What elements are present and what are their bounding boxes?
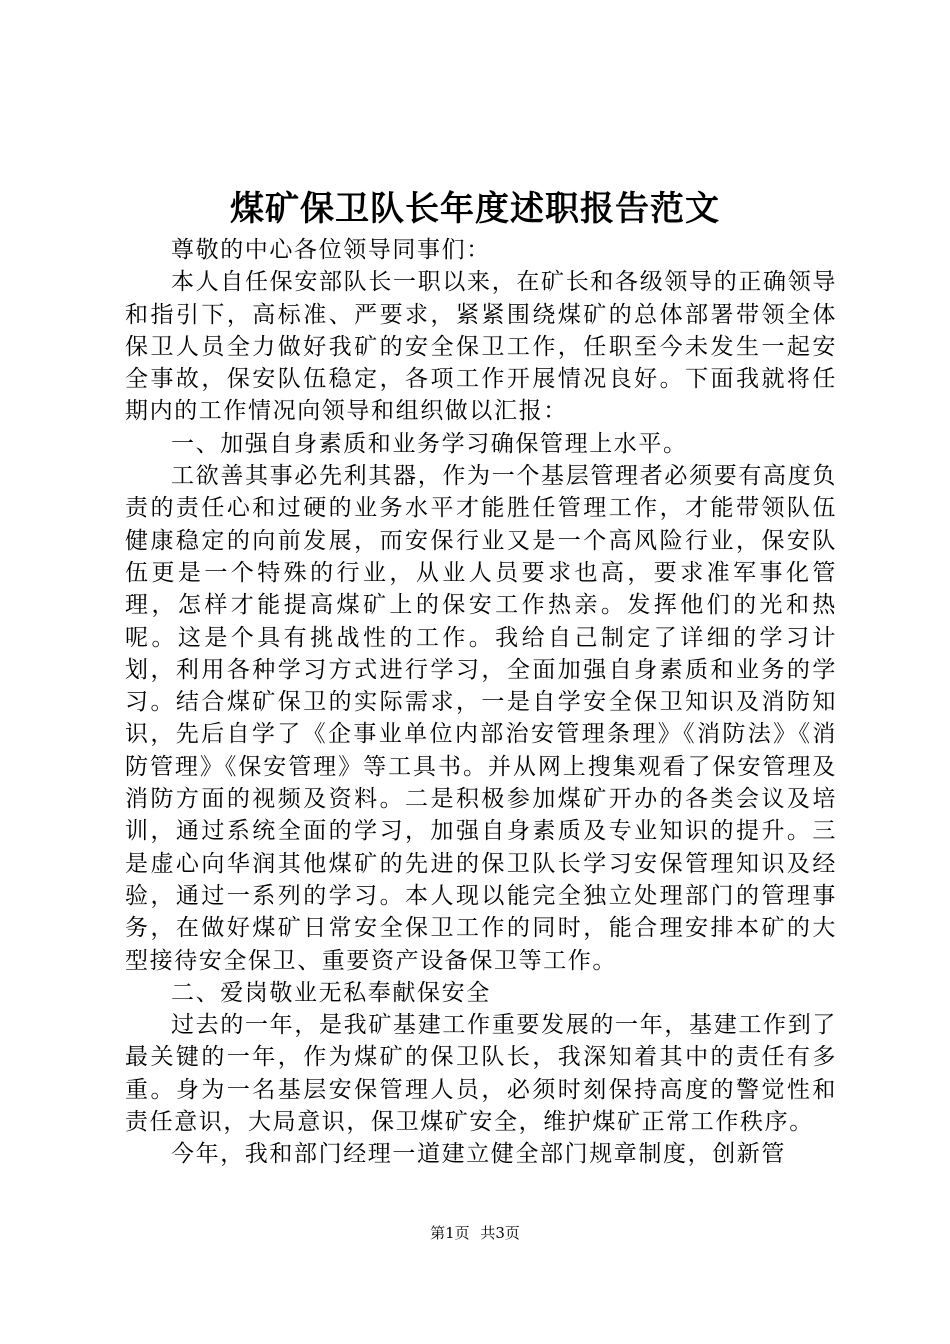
paragraph-continued: 今年，我和部门经理一道建立健全部门规章制度，创新管 [171, 1141, 786, 1168]
page-number: 第1页 [430, 1224, 470, 1242]
section-heading-1: 一、加强自身素质和业务学习确保管理上水平。 [171, 430, 688, 457]
section-heading-2: 二、爱岗敬业无私奉献保安全 [171, 979, 491, 1006]
paragraph-intro: 本人自任保安部队长一职以来，在矿长和各级领导的正确领导和指引下，高标准、严要求，紧紧围绕煤矿的总体部署带领全体保卫人员全力做好我矿的安全保卫工作，任职至今未发生一起安全事故，保安队伍稳定，各项工作开展情况良好。下面我就将任期内的工作情况向领导和组织做以汇报： [125, 269, 837, 425]
page-total: 共3页 [480, 1224, 520, 1242]
page-footer [0, 1222, 950, 1244]
paragraph-section-1: 工欲善其事必先利其器，作为一个基层管理者必须要有高度负责的责任心和过硬的业务水平才能胜任管理工作，才能带领队伍健康稳定的向前发展，而安保行业又是一个高风险行业，保安队伍更是一个特殊的行业，从业人员要求也高，要求准军事化管理，怎样才能提高煤矿上的保安工作热亲。发挥他们的光和热呢。这是个具有挑战性的工作。我给自己制定了详细的学习计划，利用各种学习方式进行学习，全面加强自身素质和业务的学习。结合煤矿保卫的实际需求，一是自学安全保卫知识及消防知识，先后自学了《企事业单位内部治安管理条理》《消防法》《消防管理》《保安管理》等工具书。并从网上搜集观看了保安管理及消防方面的视频及资料。二是积极参加煤矿开办的各类会议及培训，通过系统全面的学习，加强自身素质及专业知识的提升。三是虚心向华润其他煤矿的先进的保卫队长学习安保管理知识及经验，通过一系列的学习。本人现以能完全独立处理部门的管理事务，在做好煤矿日常安全保卫工作的同时，能合理安排本矿的大型接待安全保卫、重要资产设备保卫等工作。 [125, 463, 837, 974]
document-title: 煤矿保卫队长年度述职报告范文 [230, 189, 720, 229]
salutation: 尊敬的中心各位领导同事们： [171, 237, 491, 263]
paragraph-section-2: 过去的一年，是我矿基建工作重要发展的一年，基建工作到了最关键的一年，作为煤矿的保卫队长，我深知着其中的责任有多重。身为一名基层安保管理人员，必须时刻保持高度的警觉性和责任意识，大局意识，保卫煤矿安全，维护煤矿正常工作秩序。 [125, 1012, 837, 1136]
document-body [125, 234, 837, 1171]
